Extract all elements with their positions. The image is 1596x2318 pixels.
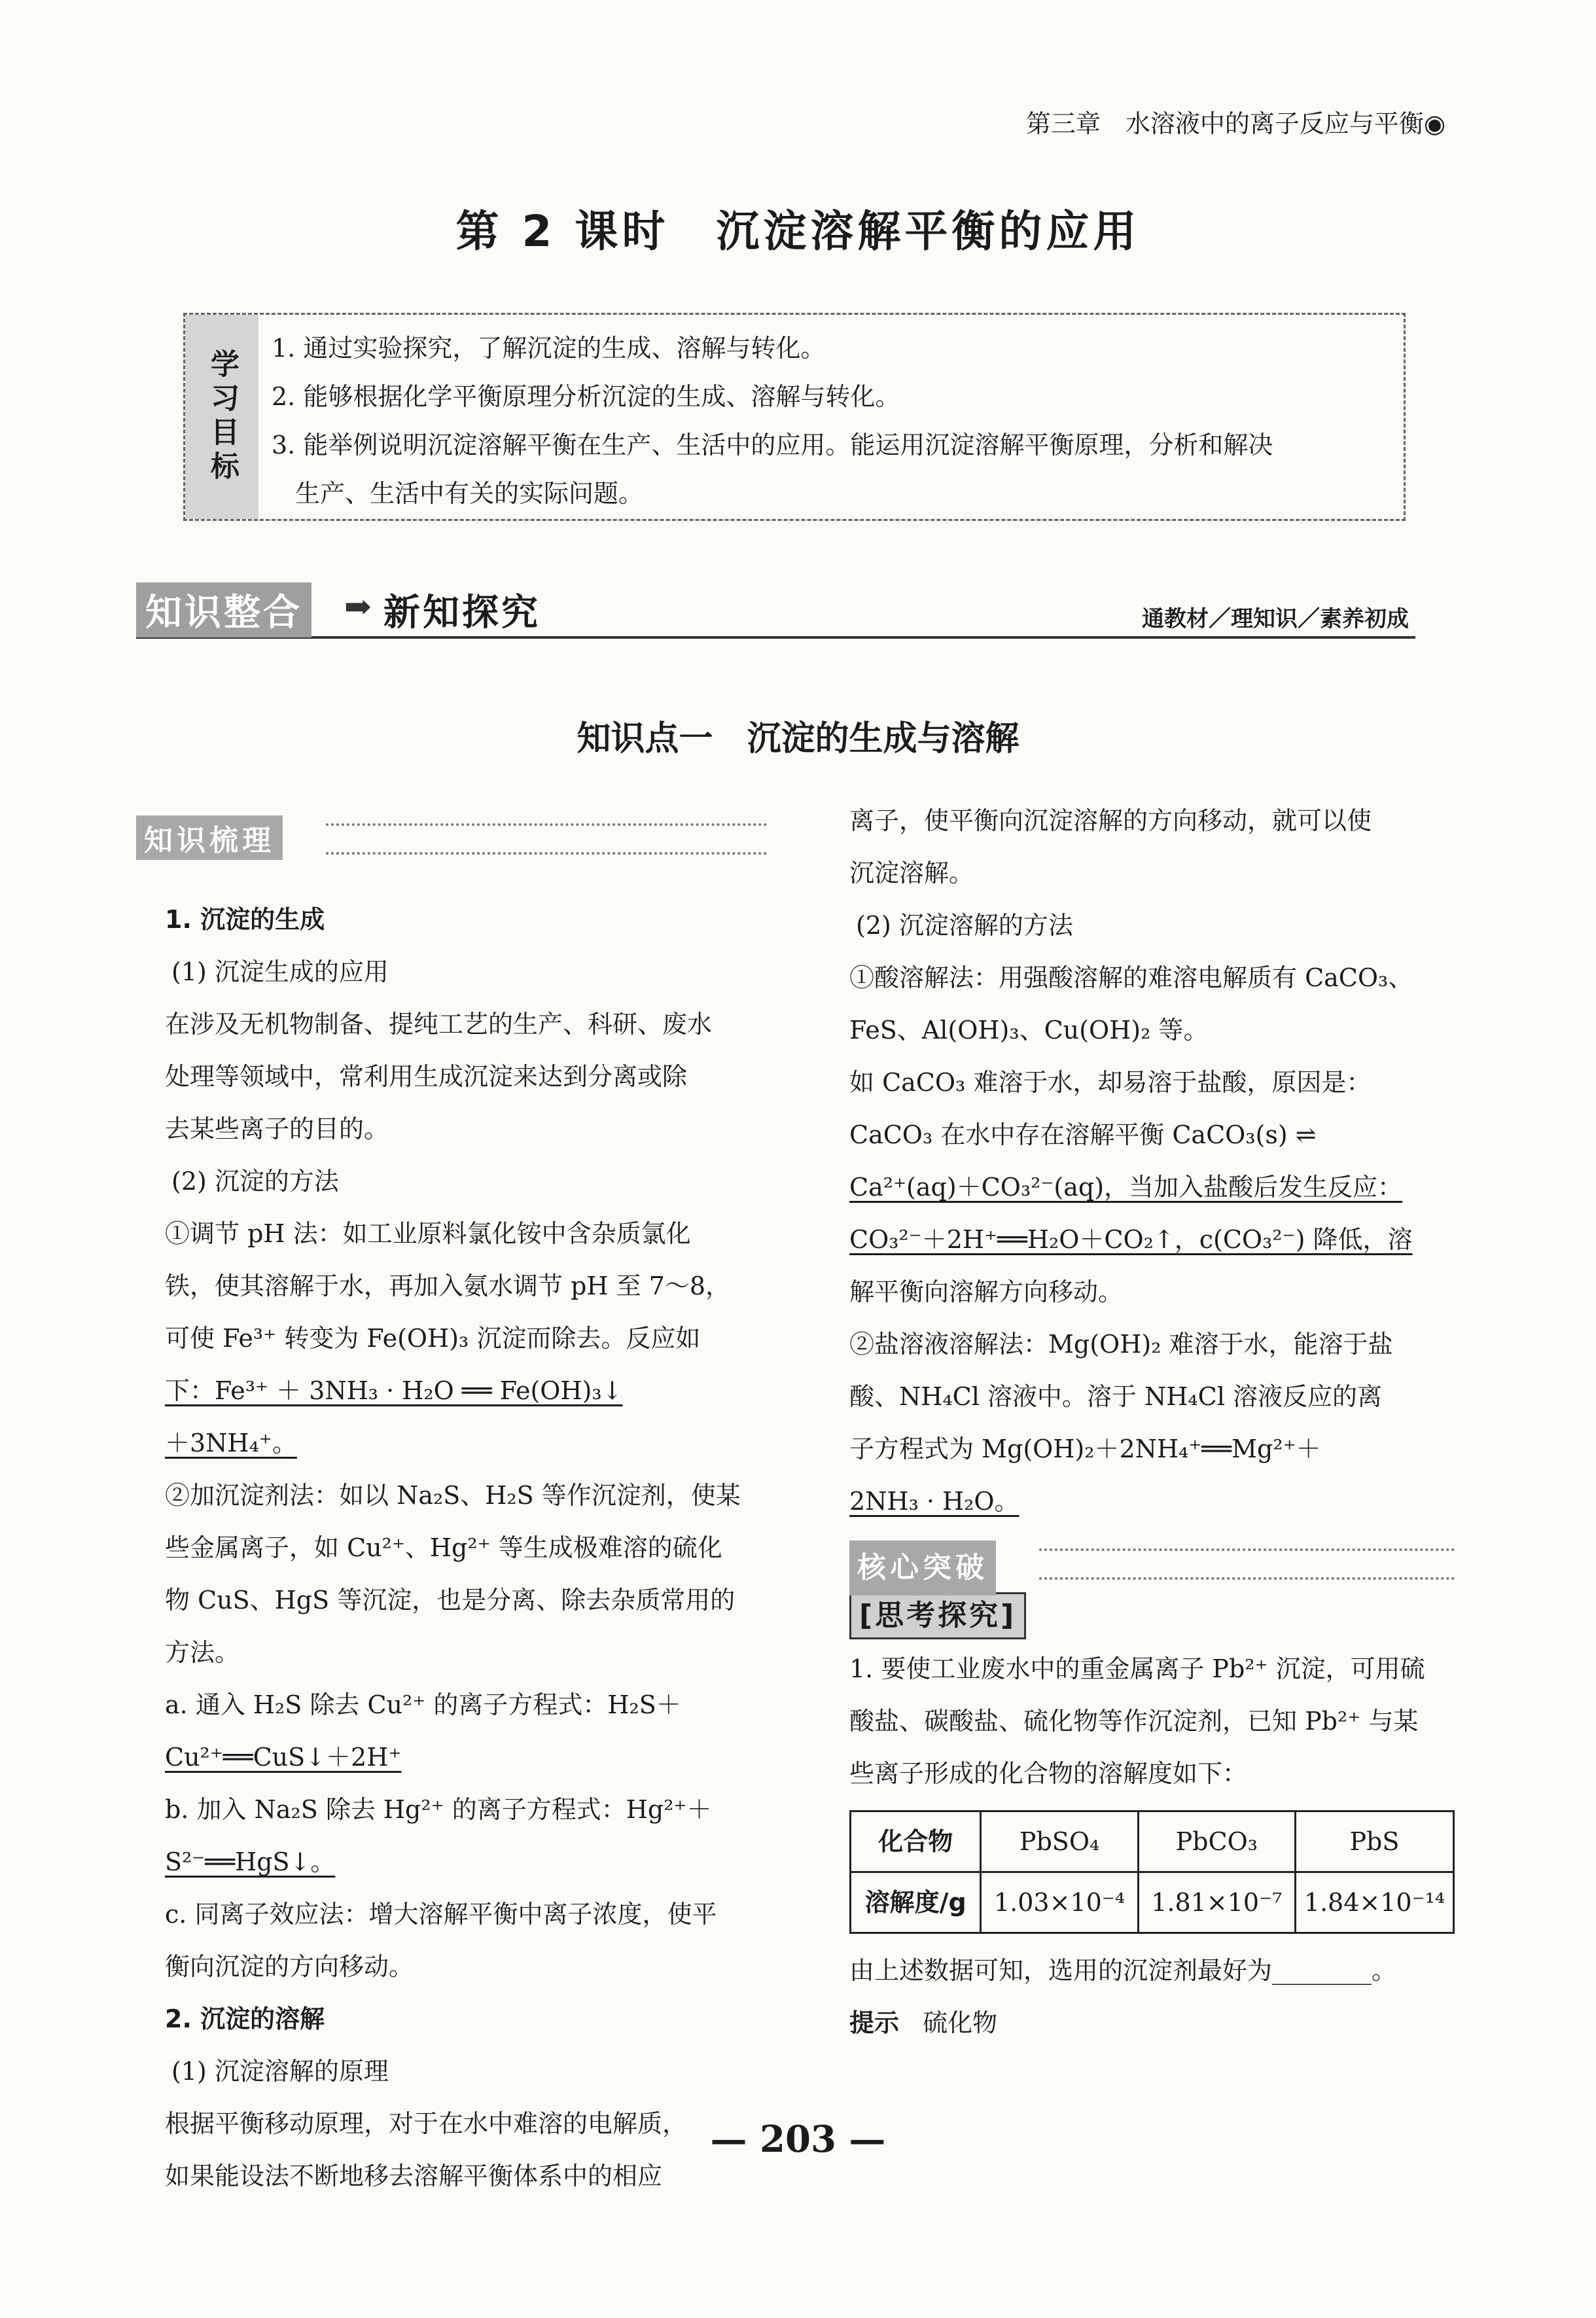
table-cell: PbCO₃ xyxy=(1138,1811,1295,1872)
answer-line: CO₃²⁻＋2H⁺══H₂O＋CO₂↑，c(CO₃²⁻) 降低，溶 xyxy=(849,1225,1413,1254)
text-line: 解平衡向溶解方向移动。 xyxy=(849,1277,1124,1306)
heading: 1. 沉淀的生成 xyxy=(165,905,325,934)
solubility-table xyxy=(849,1810,1455,1934)
section-heading-knowledge xyxy=(136,811,767,857)
answer-line: Ca²⁺(aq)＋CO₃²⁻(aq)，当加入盐酸后发生反应： xyxy=(849,1173,1403,1202)
chapter-header: 第三章 水溶液中的离子反应与平衡◉ xyxy=(1025,109,1445,138)
answer-line: 下：Fe³⁺ ＋ 3NH₃ · H₂O ══ Fe(OH)₃↓ xyxy=(165,1376,623,1405)
text-line: b. 加入 Na₂S 除去 Hg²⁺ 的离子方程式：Hg²⁺＋ xyxy=(165,1795,712,1824)
table-cell: PbSO₄ xyxy=(981,1811,1138,1872)
table-cell: 化合物 xyxy=(851,1811,981,1872)
text-line: 可使 Fe³⁺ 转变为 Fe(OH)₃ 沉淀而除去。反应如 xyxy=(165,1324,701,1353)
table-cell: 溶解度/g xyxy=(851,1872,981,1933)
text-line: FeS、Al(OH)₃、Cu(OH)₂ 等。 xyxy=(849,1016,1209,1044)
knowledge-point-title: 知识点一 沉淀的生成与溶解 xyxy=(576,719,1020,758)
think-explore-tag: [思考探究] xyxy=(849,1592,1026,1639)
text-line: a. 通入 H₂S 除去 Cu²⁺ 的离子方程式：H₂S＋ xyxy=(165,1690,681,1719)
text-line: 方法。 xyxy=(165,1638,240,1667)
text-line: 衡向沉淀的方向移动。 xyxy=(165,1952,414,1981)
section-heading-core xyxy=(849,1537,1455,1582)
answer-line: 2NH₃ · H₂O。 xyxy=(849,1487,1020,1516)
question-line: 酸盐、碳酸盐、硫化物等作沉淀剂，已知 Pb²⁺ 与某 xyxy=(849,1707,1419,1736)
subheading: (1) 沉淀生成的应用 xyxy=(171,957,389,986)
question-line: 1. 要使工业废水中的重金属离子 Pb²⁺ 沉淀，可用硫 xyxy=(849,1654,1425,1683)
text-line: ②加沉淀剂法：如以 Na₂S、H₂S 等作沉淀剂，使某 xyxy=(165,1481,741,1510)
arrow-right-icon: ➡ xyxy=(344,588,372,626)
left-column xyxy=(165,893,767,2202)
text-line: 物 CuS、HgS 等沉淀，也是分离、除去杂质常用的 xyxy=(165,1586,736,1614)
goal-item: 3. 能举例说明沉淀溶解平衡在生产、生活中的应用。能运用沉淀溶解平衡原理，分析和解决 xyxy=(272,431,1273,459)
learning-goals-box xyxy=(183,313,1406,521)
answer-line: ＋3NH₄⁺。 xyxy=(165,1429,297,1457)
text-line: 酸、NH₄Cl 溶液中。溶于 NH₄Cl 溶液反应的离 xyxy=(849,1382,1382,1411)
subheading: (1) 沉淀溶解的原理 xyxy=(171,2057,389,2086)
banner-left: 知识整合 xyxy=(136,582,311,637)
table-cell: 1.81×10⁻⁷ xyxy=(1138,1872,1295,1933)
right-column xyxy=(849,794,1455,2049)
answer-line: S²⁻══HgS↓。 xyxy=(165,1847,336,1876)
goal-item: 生产、生活中有关的实际问题。 xyxy=(295,479,644,508)
text-line: 处理等领域中，常利用生成沉淀来达到分离或除 xyxy=(165,1062,688,1091)
text-line: 子方程式为 Mg(OH)₂＋2NH₄⁺══Mg²⁺＋ xyxy=(849,1435,1321,1463)
text-line: 离子，使平衡向沉淀溶解的方向移动，就可以使 xyxy=(849,806,1372,835)
banner-slogan: 通教材／理知识／素养初成 xyxy=(1142,606,1409,632)
subheading: (2) 沉淀溶解的方法 xyxy=(856,911,1073,940)
text-line: c. 同离子效应法：增大溶解平衡中离子浓度，使平 xyxy=(165,1900,717,1929)
text-line: ①调节 pH 法：如工业原料氯化铵中含杂质氯化 xyxy=(165,1219,691,1248)
text-line: 去某些离子的目的。 xyxy=(165,1114,389,1143)
dotted-rule xyxy=(1039,1548,1455,1580)
text-line: ②盐溶液溶解法：Mg(OH)₂ 难溶于水，能溶于盐 xyxy=(849,1330,1393,1359)
page-title: 第 2 课时 沉淀溶解平衡的应用 xyxy=(455,206,1141,257)
learning-goals-tag: 学习目标 xyxy=(185,315,258,519)
text-line: 根据平衡移动原理，对于在水中难溶的电解质， xyxy=(165,2109,688,2138)
page-number: — 203 — xyxy=(710,2118,886,2161)
banner-right: 新知探究 xyxy=(383,592,541,634)
hint-text: 硫化物 xyxy=(923,2008,998,2037)
table-cell: 1.03×10⁻⁴ xyxy=(981,1872,1138,1933)
table-cell: 1.84×10⁻¹⁴ xyxy=(1295,1872,1453,1933)
table-cell: PbS xyxy=(1295,1811,1453,1872)
text-line: 些金属离子，如 Cu²⁺、Hg²⁺ 等生成极难溶的硫化 xyxy=(165,1533,722,1562)
hint-line xyxy=(849,1997,1455,2049)
text-line: 如果能设法不断地移去溶解平衡体系中的相应 xyxy=(165,2162,663,2190)
text-line: 沉淀溶解。 xyxy=(849,859,974,887)
text-line: ①酸溶解法：用强酸溶解的难溶电解质有 CaCO₃、 xyxy=(849,963,1413,992)
table-row xyxy=(851,1811,1454,1872)
dotted-rule xyxy=(326,823,767,855)
question-line: 由上述数据可知，选用的沉淀剂最好为________。 xyxy=(849,1956,1397,1985)
hint-label: 提示 xyxy=(849,2008,900,2037)
subheading: (2) 沉淀的方法 xyxy=(171,1167,339,1196)
heading: 2. 沉淀的溶解 xyxy=(165,2005,325,2033)
goal-item: 2. 能够根据化学平衡原理分析沉淀的生成、溶解与转化。 xyxy=(272,382,900,411)
text-line: 铁，使其溶解于水，再加入氨水调节 pH 至 7～8， xyxy=(165,1272,731,1300)
answer-line: Cu²⁺══CuS↓＋2H⁺ xyxy=(165,1743,402,1772)
goal-item: 1. 通过实验探究，了解沉淀的生成、溶解与转化。 xyxy=(272,334,826,363)
learning-goals-list xyxy=(272,324,1392,518)
section-badge: 核心突破 xyxy=(849,1541,996,1596)
table-row xyxy=(851,1872,1454,1933)
text-line: CaCO₃ 在水中存在溶解平衡 CaCO₃(s) ⇌ xyxy=(849,1120,1317,1149)
question-line: 些离子形成的化合物的溶解度如下： xyxy=(849,1759,1248,1788)
text-line: 如 CaCO₃ 难溶于水，却易溶于盐酸，原因是： xyxy=(849,1068,1372,1097)
section-badge: 知识梳理 xyxy=(136,815,283,860)
text-line: 在涉及无机物制备、提纯工艺的生产、科研、废水 xyxy=(165,1010,713,1039)
section-banner xyxy=(136,576,1415,639)
